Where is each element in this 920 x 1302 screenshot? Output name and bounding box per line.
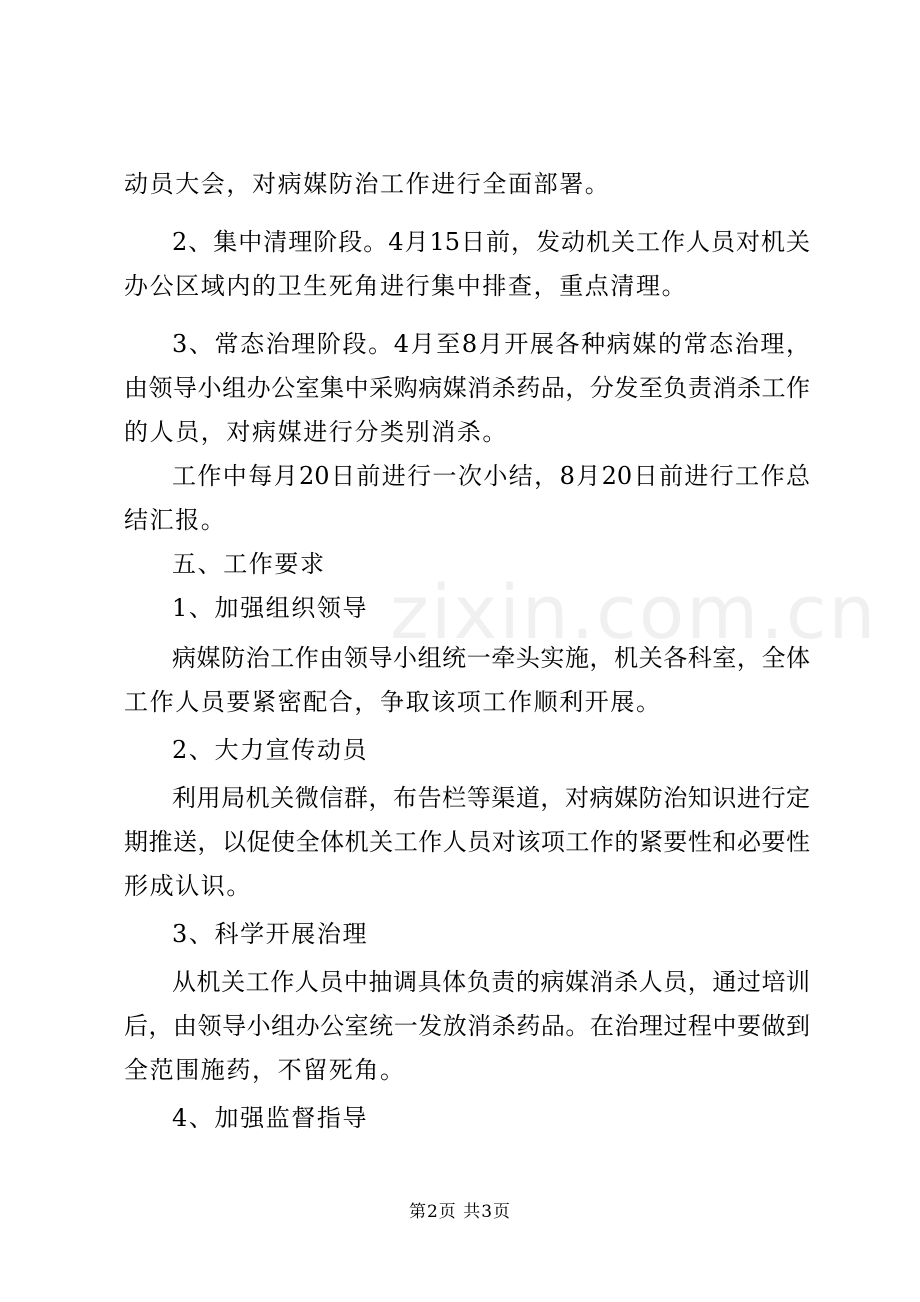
- body-line-7: 工作中每月20日前进行一次小结，8月20日前进行工作总: [172, 462, 810, 490]
- subheading-4: 4、加强监督指导: [172, 1104, 369, 1132]
- body-line-19: 后，由领导小组办公室统一发放消杀药品。在治理过程中要做到: [124, 1012, 810, 1040]
- body-line-6: 的人员，对病媒进行分类别消杀。: [124, 418, 508, 446]
- body-line-14: 利用局机关微信群，布告栏等渠道，对病媒防治知识进行定: [172, 784, 810, 812]
- body-line-8: 结汇报。: [124, 506, 227, 534]
- body-line-11: 病媒防治工作由领导小组统一牵头实施，机关各科室，全体: [172, 644, 810, 672]
- body-line-12: 工作人员要紧密配合，争取该项工作顺利开展。: [124, 688, 662, 716]
- body-line-5: 由领导小组办公室集中采购病媒消杀药品，分发至负责消杀工作: [124, 374, 810, 402]
- subheading-2: 2、大力宣传动员: [172, 736, 369, 764]
- body-line-1: 动员大会，对病媒防治工作进行全面部署。: [124, 170, 611, 198]
- page-footer: 第2页 共3页: [408, 1202, 512, 1222]
- body-line-3: 办公区域内的卫生死角进行集中排查，重点清理。: [124, 272, 688, 300]
- body-line-20: 全范围施药，不留死角。: [124, 1056, 406, 1084]
- body-line-16: 形成认识。: [124, 872, 252, 900]
- watermark: zixin.com.cn: [390, 570, 878, 656]
- subheading-1: 1、加强组织领导: [172, 594, 369, 622]
- body-line-18: 从机关工作人员中抽调具体负责的病媒消杀人员，通过培训: [172, 968, 810, 996]
- body-line-4: 3、常态治理阶段。4月至8月开展各种病媒的常态治理，: [172, 330, 810, 358]
- body-line-2: 2、集中清理阶段。4月15日前，发动机关工作人员对机关: [172, 228, 810, 256]
- section-heading: 五、工作要求: [172, 550, 326, 578]
- subheading-3: 3、科学开展治理: [172, 920, 369, 948]
- body-line-15: 期推送，以促使全体机关工作人员对该项工作的紧要性和必要性: [124, 828, 810, 856]
